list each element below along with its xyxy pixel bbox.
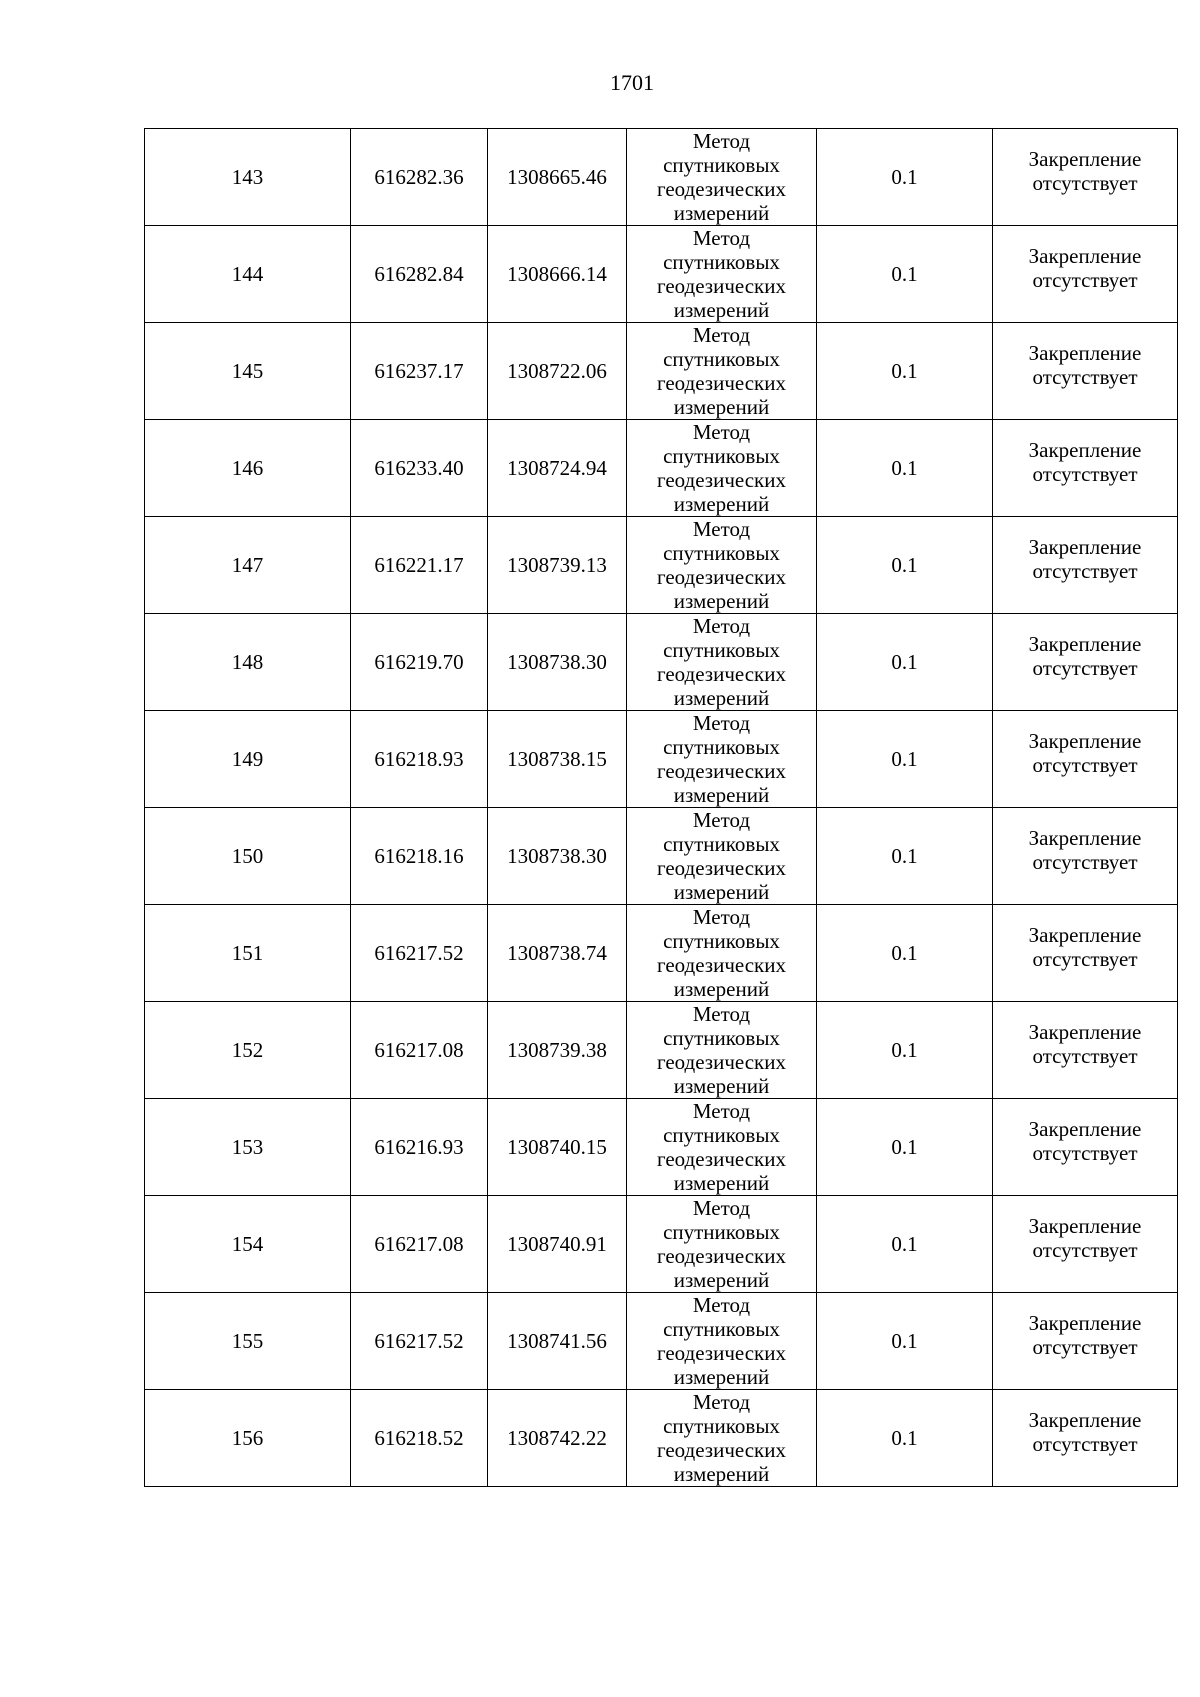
method-line: Метод (692, 129, 751, 153)
method-text (627, 1002, 816, 1098)
table-row (145, 1293, 1178, 1390)
x-coordinate-cell: 616219.70 (351, 614, 488, 711)
y-coordinate-cell: 1308738.74 (488, 905, 627, 1002)
anchor-line: Закрепление (1028, 1311, 1142, 1335)
method-line: измерений (673, 298, 770, 322)
method-line: спутниковых (663, 541, 780, 565)
point-number-cell: 156 (145, 1390, 351, 1487)
anchor-line: Закрепление (1028, 147, 1142, 171)
method-line: измерений (673, 783, 770, 807)
anchor-line: Закрепление (1028, 341, 1142, 365)
x-coordinate-cell: 616217.52 (351, 1293, 488, 1390)
anchor-cell (993, 1002, 1178, 1099)
method-line: измерений (673, 977, 770, 1001)
method-line: спутниковых (663, 638, 780, 662)
anchor-cell (993, 614, 1178, 711)
point-number-cell: 152 (145, 1002, 351, 1099)
table-row (145, 1002, 1178, 1099)
table-row (145, 420, 1178, 517)
method-line: Метод (692, 226, 751, 250)
anchor-text (993, 1117, 1177, 1165)
method-line: спутниковых (663, 444, 780, 468)
y-coordinate-cell: 1308738.30 (488, 808, 627, 905)
accuracy-cell: 0.1 (817, 1196, 993, 1293)
point-number-cell: 143 (145, 129, 351, 226)
anchor-line: Закрепление (1028, 535, 1142, 559)
method-cell (627, 323, 817, 420)
accuracy-cell: 0.1 (817, 1002, 993, 1099)
method-cell (627, 420, 817, 517)
method-text (627, 1390, 816, 1486)
anchor-line: Закрепление (1028, 1117, 1142, 1141)
anchor-line: отсутствует (1032, 365, 1138, 389)
anchor-cell (993, 1390, 1178, 1487)
anchor-text (993, 1020, 1177, 1068)
y-coordinate-cell: 1308740.91 (488, 1196, 627, 1293)
method-line: измерений (673, 880, 770, 904)
method-line: измерений (673, 1074, 770, 1098)
accuracy-cell: 0.1 (817, 226, 993, 323)
point-number-cell: 154 (145, 1196, 351, 1293)
method-line: спутниковых (663, 1220, 780, 1244)
anchor-line: Закрепление (1028, 923, 1142, 947)
point-number-cell: 155 (145, 1293, 351, 1390)
y-coordinate-cell: 1308740.15 (488, 1099, 627, 1196)
method-line: измерений (673, 492, 770, 516)
accuracy-cell: 0.1 (817, 1293, 993, 1390)
anchor-line: отсутствует (1032, 268, 1138, 292)
accuracy-cell: 0.1 (817, 323, 993, 420)
method-line: спутниковых (663, 347, 780, 371)
anchor-cell (993, 323, 1178, 420)
table-body (145, 129, 1178, 1487)
method-cell (627, 1196, 817, 1293)
point-number-cell: 144 (145, 226, 351, 323)
x-coordinate-cell: 616217.08 (351, 1196, 488, 1293)
method-line: Метод (692, 905, 751, 929)
anchor-text (993, 1311, 1177, 1359)
method-text (627, 614, 816, 710)
point-number-cell: 145 (145, 323, 351, 420)
method-line: Метод (692, 614, 751, 638)
table-row (145, 1099, 1178, 1196)
method-cell (627, 905, 817, 1002)
method-line: спутниковых (663, 1026, 780, 1050)
anchor-line: отсутствует (1032, 1238, 1138, 1262)
x-coordinate-cell: 616217.52 (351, 905, 488, 1002)
accuracy-cell: 0.1 (817, 129, 993, 226)
method-line: измерений (673, 589, 770, 613)
anchor-line: Закрепление (1028, 244, 1142, 268)
method-line: геодезических (656, 1438, 786, 1462)
method-line: Метод (692, 1099, 751, 1123)
anchor-line: отсутствует (1032, 462, 1138, 486)
anchor-cell (993, 1293, 1178, 1390)
anchor-line: отсутствует (1032, 656, 1138, 680)
page-number: 1701 (610, 70, 654, 95)
y-coordinate-cell: 1308724.94 (488, 420, 627, 517)
anchor-cell (993, 1196, 1178, 1293)
x-coordinate-cell: 616218.52 (351, 1390, 488, 1487)
method-line: геодезических (656, 1244, 786, 1268)
method-cell (627, 129, 817, 226)
anchor-cell (993, 226, 1178, 323)
method-line: Метод (692, 420, 751, 444)
method-line: спутниковых (663, 1414, 780, 1438)
anchor-line: отсутствует (1032, 850, 1138, 874)
anchor-line: отсутствует (1032, 1044, 1138, 1068)
table-row (145, 711, 1178, 808)
y-coordinate-cell: 1308741.56 (488, 1293, 627, 1390)
accuracy-cell: 0.1 (817, 1099, 993, 1196)
anchor-line: Закрепление (1028, 826, 1142, 850)
y-coordinate-cell: 1308738.15 (488, 711, 627, 808)
method-line: Метод (692, 1196, 751, 1220)
method-line: спутниковых (663, 250, 780, 274)
method-text (627, 905, 816, 1001)
method-cell (627, 1293, 817, 1390)
anchor-cell (993, 711, 1178, 808)
method-line: Метод (692, 517, 751, 541)
anchor-line: отсутствует (1032, 1335, 1138, 1359)
point-number-cell: 147 (145, 517, 351, 614)
method-line: измерений (673, 201, 770, 225)
method-line: геодезических (656, 662, 786, 686)
anchor-cell (993, 808, 1178, 905)
point-number-cell: 146 (145, 420, 351, 517)
anchor-text (993, 438, 1177, 486)
method-text (627, 1293, 816, 1389)
y-coordinate-cell: 1308739.38 (488, 1002, 627, 1099)
method-cell (627, 226, 817, 323)
point-number-cell: 151 (145, 905, 351, 1002)
anchor-line: Закрепление (1028, 729, 1142, 753)
method-line: спутниковых (663, 1317, 780, 1341)
x-coordinate-cell: 616282.84 (351, 226, 488, 323)
anchor-line: отсутствует (1032, 1141, 1138, 1165)
method-line: спутниковых (663, 832, 780, 856)
y-coordinate-cell: 1308666.14 (488, 226, 627, 323)
table-row (145, 517, 1178, 614)
method-line: геодезических (656, 953, 786, 977)
x-coordinate-cell: 616282.36 (351, 129, 488, 226)
method-line: геодезических (656, 759, 786, 783)
method-line: измерений (673, 1268, 770, 1292)
x-coordinate-cell: 616221.17 (351, 517, 488, 614)
anchor-line: Закрепление (1028, 1214, 1142, 1238)
anchor-line: отсутствует (1032, 171, 1138, 195)
accuracy-cell: 0.1 (817, 808, 993, 905)
anchor-line: отсутствует (1032, 1432, 1138, 1456)
anchor-cell (993, 1099, 1178, 1196)
method-cell (627, 711, 817, 808)
method-text (627, 517, 816, 613)
method-line: геодезических (656, 856, 786, 880)
method-line: измерений (673, 1365, 770, 1389)
table-row (145, 1196, 1178, 1293)
anchor-line: Закрепление (1028, 1408, 1142, 1432)
table-row (145, 1390, 1178, 1487)
method-line: геодезических (656, 371, 786, 395)
method-line: Метод (692, 1390, 751, 1414)
point-number-cell: 148 (145, 614, 351, 711)
y-coordinate-cell: 1308665.46 (488, 129, 627, 226)
method-line: спутниковых (663, 735, 780, 759)
table-row (145, 614, 1178, 711)
point-number-cell: 153 (145, 1099, 351, 1196)
method-text (627, 1196, 816, 1292)
y-coordinate-cell: 1308722.06 (488, 323, 627, 420)
method-cell (627, 808, 817, 905)
method-line: геодезических (656, 1147, 786, 1171)
accuracy-cell: 0.1 (817, 614, 993, 711)
method-text (627, 1099, 816, 1195)
anchor-text (993, 632, 1177, 680)
method-text (627, 129, 816, 225)
table-row (145, 905, 1178, 1002)
method-cell (627, 614, 817, 711)
x-coordinate-cell: 616217.08 (351, 1002, 488, 1099)
x-coordinate-cell: 616216.93 (351, 1099, 488, 1196)
anchor-text (993, 826, 1177, 874)
method-text (627, 323, 816, 419)
table-row (145, 323, 1178, 420)
anchor-line: отсутствует (1032, 559, 1138, 583)
method-line: Метод (692, 711, 751, 735)
method-line: спутниковых (663, 1123, 780, 1147)
anchor-cell (993, 420, 1178, 517)
anchor-cell (993, 129, 1178, 226)
method-line: измерений (673, 1171, 770, 1195)
anchor-cell (993, 517, 1178, 614)
x-coordinate-cell: 616233.40 (351, 420, 488, 517)
anchor-line: Закрепление (1028, 1020, 1142, 1044)
method-text (627, 711, 816, 807)
method-line: Метод (692, 323, 751, 347)
method-cell (627, 1390, 817, 1487)
method-line: измерений (673, 395, 770, 419)
method-line: спутниковых (663, 153, 780, 177)
anchor-text (993, 535, 1177, 583)
method-line: геодезических (656, 468, 786, 492)
x-coordinate-cell: 616218.16 (351, 808, 488, 905)
method-text (627, 420, 816, 516)
method-cell (627, 517, 817, 614)
method-line: Метод (692, 808, 751, 832)
anchor-line: отсутствует (1032, 947, 1138, 971)
accuracy-cell: 0.1 (817, 420, 993, 517)
anchor-text (993, 1408, 1177, 1456)
method-line: спутниковых (663, 929, 780, 953)
method-line: геодезических (656, 177, 786, 201)
anchor-line: Закрепление (1028, 632, 1142, 656)
method-cell (627, 1002, 817, 1099)
method-line: Метод (692, 1293, 751, 1317)
table-row (145, 129, 1178, 226)
anchor-text (993, 1214, 1177, 1262)
method-line: измерений (673, 1462, 770, 1486)
accuracy-cell: 0.1 (817, 1390, 993, 1487)
y-coordinate-cell: 1308739.13 (488, 517, 627, 614)
y-coordinate-cell: 1308742.22 (488, 1390, 627, 1487)
y-coordinate-cell: 1308738.30 (488, 614, 627, 711)
point-number-cell: 149 (145, 711, 351, 808)
method-line: Метод (692, 1002, 751, 1026)
table-row (145, 808, 1178, 905)
accuracy-cell: 0.1 (817, 711, 993, 808)
anchor-text (993, 341, 1177, 389)
x-coordinate-cell: 616237.17 (351, 323, 488, 420)
method-text (627, 808, 816, 904)
anchor-text (993, 923, 1177, 971)
accuracy-cell: 0.1 (817, 517, 993, 614)
anchor-text (993, 244, 1177, 292)
anchor-cell (993, 905, 1178, 1002)
method-line: геодезических (656, 274, 786, 298)
method-text (627, 226, 816, 322)
anchor-text (993, 147, 1177, 195)
point-number-cell: 150 (145, 808, 351, 905)
method-line: геодезических (656, 1341, 786, 1365)
table-row (145, 226, 1178, 323)
coordinates-table (144, 128, 1178, 1487)
x-coordinate-cell: 616218.93 (351, 711, 488, 808)
method-line: геодезических (656, 565, 786, 589)
anchor-line: отсутствует (1032, 753, 1138, 777)
anchor-text (993, 729, 1177, 777)
method-line: измерений (673, 686, 770, 710)
accuracy-cell: 0.1 (817, 905, 993, 1002)
method-line: геодезических (656, 1050, 786, 1074)
method-cell (627, 1099, 817, 1196)
anchor-line: Закрепление (1028, 438, 1142, 462)
